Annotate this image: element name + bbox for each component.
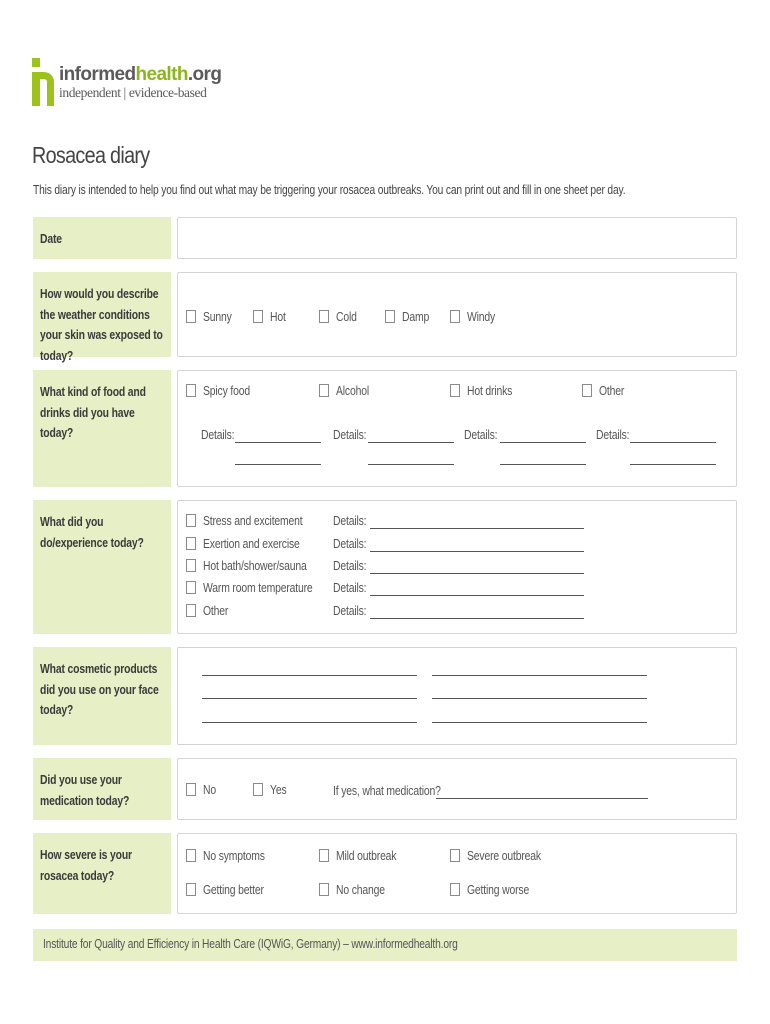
activity-details-line[interactable]: [370, 595, 584, 596]
weather-hot-checkbox[interactable]: Hot: [253, 309, 290, 324]
severity-no-change-checkbox[interactable]: No change: [319, 882, 397, 897]
food-hot-drinks-checkbox[interactable]: Hot drinks: [450, 383, 524, 398]
food-label: What kind of food and drinks did you have today?: [33, 370, 171, 487]
activity-details-label: Details:: [333, 536, 367, 551]
weather-label: How would you describe the weather conditions your skin was exposed to today?: [33, 272, 171, 357]
severity-row: [33, 833, 737, 914]
food-details-line[interactable]: [235, 464, 321, 465]
weather-windy-checkbox[interactable]: Windy: [450, 309, 502, 324]
food-details-line[interactable]: [368, 464, 454, 465]
cosmetics-line[interactable]: [202, 698, 417, 699]
cosmetics-line[interactable]: [202, 675, 417, 676]
weather-row: [33, 272, 737, 363]
food-details-line[interactable]: [630, 464, 716, 465]
medication-which-line[interactable]: [436, 798, 648, 799]
activity-options: [177, 500, 737, 634]
weather-sunny-checkbox[interactable]: Sunny: [186, 309, 239, 324]
activity-details-line[interactable]: [370, 573, 584, 574]
food-details-line[interactable]: [500, 464, 586, 465]
activity-row: [33, 500, 737, 634]
date-label: Date: [33, 217, 171, 259]
cosmetics-line[interactable]: [432, 675, 647, 676]
severity-no-symptoms-checkbox[interactable]: No symptoms: [186, 848, 280, 863]
food-details-label: Details:: [201, 427, 235, 442]
severity-options: [177, 833, 737, 914]
medication-row: [33, 758, 737, 820]
food-details-line[interactable]: [235, 442, 321, 443]
page-title: Rosacea diary: [32, 142, 150, 168]
activity-details-label: Details:: [333, 513, 367, 528]
footer: [33, 929, 737, 961]
food-details-label: Details:: [333, 427, 367, 442]
medication-label: Did you use your medication today?: [33, 758, 171, 820]
food-details-line[interactable]: [630, 442, 716, 443]
intro-text: This diary is intended to help you find out what may be triggering your rosacea outbreaks. You can print out and fill in one sheet per day.: [33, 183, 626, 197]
cosmetics-line[interactable]: [202, 722, 417, 723]
activity-details-line[interactable]: [370, 618, 584, 619]
logo-mark-icon: [32, 58, 54, 108]
activity-exertion-checkbox[interactable]: Exertion and exercise: [186, 536, 324, 551]
date-field[interactable]: [177, 217, 737, 259]
food-options: [177, 370, 737, 487]
logo-tagline: independent | evidence-based: [59, 85, 207, 100]
date-row: [33, 217, 737, 259]
activity-details-line[interactable]: [370, 551, 584, 552]
activity-other-checkbox[interactable]: Other: [186, 603, 235, 618]
activity-details-label: Details:: [333, 558, 367, 573]
weather-options: [177, 272, 737, 357]
activity-details-label: Details:: [333, 580, 367, 595]
food-details-label: Details:: [596, 427, 630, 442]
weather-damp-checkbox[interactable]: Damp: [385, 309, 436, 324]
food-alcohol-checkbox[interactable]: Alcohol: [319, 383, 377, 398]
activity-hot-bath-checkbox[interactable]: Hot bath/shower/sauna: [186, 558, 333, 573]
food-details-line[interactable]: [368, 442, 454, 443]
food-details-line[interactable]: [500, 442, 586, 443]
severity-getting-worse-checkbox[interactable]: Getting worse: [450, 882, 545, 897]
footer-text: Institute for Quality and Efficiency in Health Care (IQWiG, Germany) – www.informedhealth.org: [43, 937, 458, 951]
medication-yes-checkbox[interactable]: Yes: [253, 782, 291, 797]
activity-label: What did you do/experience today?: [33, 500, 171, 634]
food-other-checkbox[interactable]: Other: [582, 383, 631, 398]
activity-warm-room-checkbox[interactable]: Warm room temperature: [186, 580, 340, 595]
activity-stress-checkbox[interactable]: Stress and excitement: [186, 513, 327, 528]
severity-label: How severe is your rosacea today?: [33, 833, 171, 914]
medication-no-checkbox[interactable]: No: [186, 782, 219, 797]
cosmetics-line[interactable]: [432, 698, 647, 699]
weather-cold-checkbox[interactable]: Cold: [319, 309, 362, 324]
food-details-label: Details:: [464, 427, 498, 442]
cosmetics-line[interactable]: [432, 722, 647, 723]
cosmetics-label: What cosmetic products did you use on your face today?: [33, 647, 171, 745]
food-row: [33, 370, 737, 487]
cosmetics-row: [33, 647, 737, 745]
cosmetics-lines: [177, 647, 737, 745]
severity-severe-checkbox[interactable]: Severe outbreak: [450, 848, 559, 863]
medication-options: [177, 758, 737, 820]
logo-name: informedhealth.org: [59, 64, 222, 85]
activity-details-label: Details:: [333, 603, 367, 618]
severity-mild-checkbox[interactable]: Mild outbreak: [319, 848, 411, 863]
severity-getting-better-checkbox[interactable]: Getting better: [186, 882, 279, 897]
food-spicy-checkbox[interactable]: Spicy food: [186, 383, 262, 398]
activity-details-line[interactable]: [370, 528, 584, 529]
medication-which-label: If yes, what medication?: [333, 783, 441, 798]
